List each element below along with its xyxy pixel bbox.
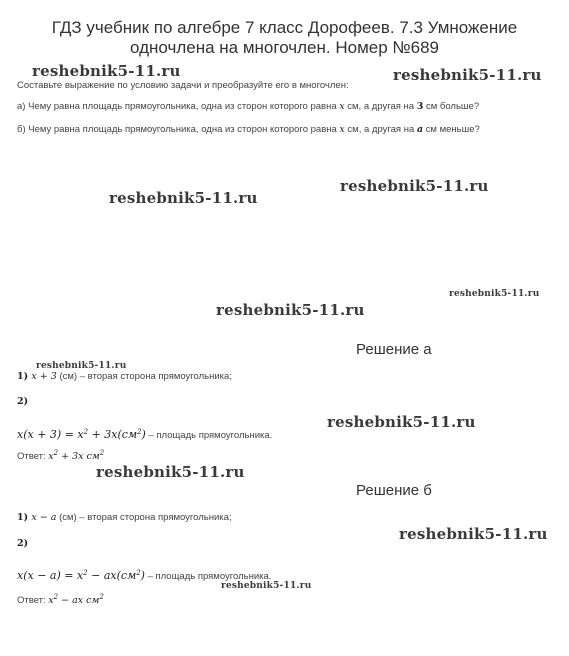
- watermark: reshebnik5-11.ru: [216, 301, 365, 319]
- solution-a-formula: $x(x + 3) = x^2 + 3x(см^2)$ – площадь прямоугольника.: [17, 428, 273, 442]
- watermark: reshebnik5-11.ru: [109, 189, 258, 207]
- solution-b-formula: $x(x - a) = x^2 - ax(см^2)$ – площадь прямоугольника.: [17, 569, 272, 583]
- solution-a-step-1: 1) x + 3 (см) – вторая сторона прямоугольника;: [17, 371, 232, 382]
- watermark: reshebnik5-11.ru: [393, 66, 542, 84]
- watermark: reshebnik5-11.ru: [96, 463, 245, 481]
- title-line-2: одночлена на многочлен. Номер №689: [130, 38, 439, 57]
- solution-b-step-2: 2): [17, 538, 29, 549]
- watermark: reshebnik5-11.ru: [32, 62, 181, 80]
- task-intro: Составьте выражение по условию задачи и преобразуйте его в многочлен:: [17, 80, 349, 91]
- watermark: reshebnik5-11.ru: [449, 289, 540, 299]
- solution-a-heading: Решение а: [356, 341, 432, 358]
- solution-a-step-2: 2): [17, 396, 29, 407]
- task-a: а) Чему равна площадь прямоугольника, одна из сторон которого равна x см, а другая на 3 см больше?: [17, 101, 480, 112]
- watermark: reshebnik5-11.ru: [399, 525, 548, 543]
- solution-b-answer: Ответ: $x^2$ − ax $см^2$: [17, 593, 104, 607]
- page-title: [0, 18, 569, 58]
- solution-b-step-1: 1) x − a (см) – вторая сторона прямоугольника;: [17, 512, 232, 523]
- title-line-1: ГДЗ учебник по алгебре 7 класс Дорофеев. 7.3 Умножение: [51, 18, 518, 37]
- task-b: б) Чему равна площадь прямоугольника, одна из сторон которого равна x см, а другая на a см меньше?: [17, 124, 480, 135]
- solution-a-answer: Ответ: $x^2 + 3x$ $см^2$: [17, 449, 105, 463]
- watermark: reshebnik5-11.ru: [221, 581, 312, 591]
- solution-b-heading: Решение б: [356, 482, 432, 499]
- watermark: reshebnik5-11.ru: [36, 361, 127, 371]
- watermark: reshebnik5-11.ru: [327, 413, 476, 431]
- watermark: reshebnik5-11.ru: [340, 177, 489, 195]
